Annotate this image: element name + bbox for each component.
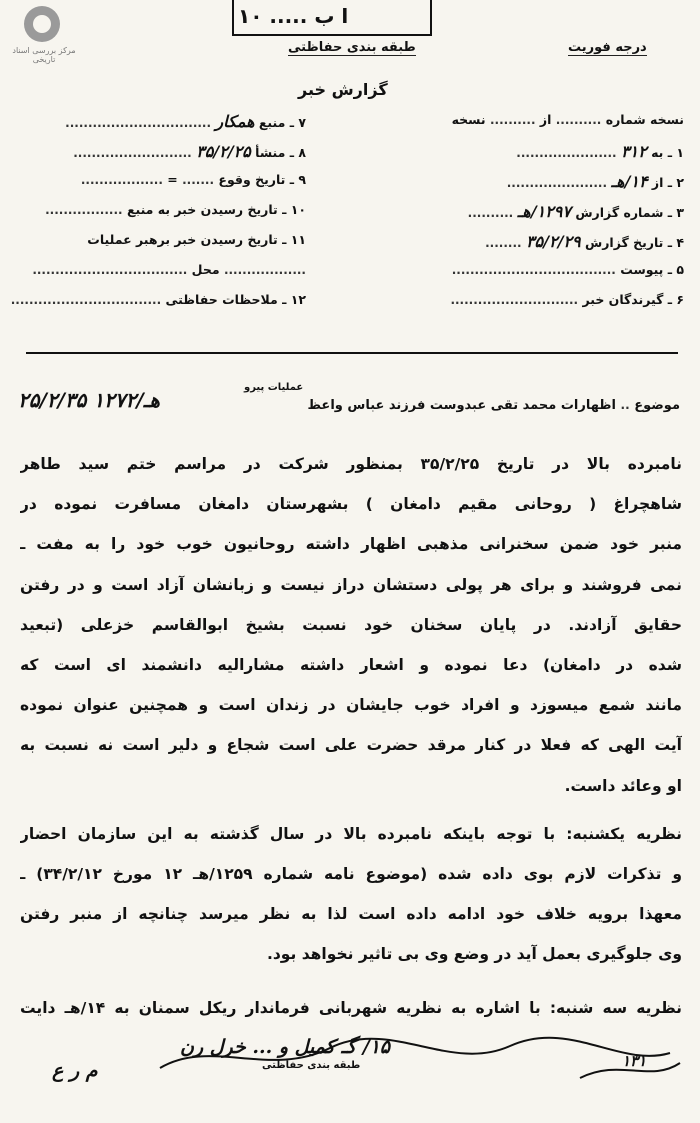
field-4-label: ۴ ـ تاریخ گزارش [584,235,684,250]
subject-annotation: عملیات پیرو [244,382,304,393]
field-1-label: ۱ ـ به [651,145,684,160]
dots: ........ [485,236,522,250]
body-line: شاهچراغ ( روحانی مقیم دامغان ) بشهرستان دامغان مسافرت نموده در [20,495,682,513]
body-line: شده در دامغان) دعا نموده و اشعار داشته مشارالیه دانشمند ای است که [20,656,682,674]
field-4 [485,232,684,251]
field-6-label: ۶ ـ گیرندگان خبر [582,292,684,307]
field-8-label: ۸ ـ منشأ [255,145,306,160]
dots: .......... [555,113,602,127]
dots: ...................... [506,176,608,190]
priority-label: درجه فوریت [568,40,647,55]
field-8 [73,142,306,161]
dots: .................. [80,173,163,187]
archive-logo-icon [24,6,60,42]
report-title: گزارش خبر [298,80,388,99]
body-line: منبر خود ضمن سخنرانی مذهبی اظهار داشته روحانیون خوب خود را به مفت ـ [20,535,682,553]
field-8-value: ۳۵/۲/۲۵ [196,142,251,161]
field-7-value: همکار [215,112,255,131]
footer-classification: طبقه بندی حفاظتی [262,1060,361,1071]
archive-logo [4,6,80,62]
field-10-label: ۱۰ ـ تاریخ رسیدن خبر به منبع [126,202,306,217]
field-5-label: ۵ ـ پیوست [620,262,684,277]
field-5 [452,262,684,277]
field-7 [65,112,306,131]
copy-number-label: نسخه شماره [605,112,684,127]
dots: .......................... [73,146,192,160]
dots: ...................... [516,146,617,160]
dots: ....... [182,173,215,187]
dots: ................................. [10,293,162,307]
opinion-line: نظریه یکشنبه: با توجه باینکه نامبرده بالا در سال گذشته به این سازمان احضار [20,825,682,843]
field-3 [468,202,684,221]
subject-label: موضوع [634,398,680,413]
body-line: نامبرده بالا در تاریخ ۳۵/۲/۲۵ بمنظور شرکت در مراسم ختم سید طاهر [20,455,682,473]
field-10 [45,202,306,217]
top-stamp-text: ا ب ..... ۱۰ [238,4,349,28]
signature-text: ۱۵/ گـ کمیل و ... خرل رن [180,1036,390,1058]
field-6 [450,292,684,307]
field-9 [81,172,306,187]
field-11-label: ۱۱ ـ تاریخ رسیدن خبر برهبر عملیات [87,232,306,247]
dots: .......... [467,206,514,220]
field-1-value: ۳۱۲ [620,142,647,161]
field-11-place-label: محل [191,262,220,277]
dots: .................. [223,263,306,277]
dots: ................. [45,203,123,217]
subject-handwritten-number: ۲۵/۲/۳۵ ۱۲۷۲/هـ [18,388,160,412]
field-9-value: = [167,172,178,187]
section-divider [26,352,678,354]
left-margin-mark: م ر ع [52,1060,98,1082]
dots: ................................ [65,116,212,130]
field-2-value: ۱۴/هـ [611,172,648,191]
copy-number-row [452,112,684,127]
dots: ............................ [450,293,579,307]
opinion-line: وی جلوگیری بعمل آید در وضع وی بی تاثیر نخواهد بود. [266,945,682,963]
dots: .................................... [451,263,616,277]
field-12 [11,292,306,307]
body-line: او وعائد داست. [564,777,682,795]
field-9-label: ۹ ـ تاریخ وقوع [218,172,306,187]
field-7-label: ۷ ـ منبع [258,115,306,130]
opinion-line: و تذکرات لازم بوی داده شده (موضوع نامه شماره ۱۲۵۹/هـ ۱۲ مورخ ۳۴/۲/۱۲) ـ [20,865,682,883]
dots: .......... [489,113,536,127]
dots: .. [620,398,630,412]
opinion-line: معهذا برویه خلاف خود ادامه داده است لذا به نظر میرسد چنانچه از منبر رفتن [20,905,682,923]
field-3-value: ۱۲۹۷/هـ [517,202,571,221]
body-line: مانند شمع میسوزد و افراد خوب جایشان در زندان است و همچنین عنوان نموده [20,696,682,714]
body-line: آیت الهی که فعلا در کنار مرقد حضرت علی است شجاع و دلیر است نه نسبت به [20,736,682,754]
archive-logo-text: مرکز بررسی اسناد تاریخی [12,46,76,64]
opinion-line: نظریه سه شنبه: با اشاره به نظریه شهربانی فرماندار ریکل سمنان به ۱۴/هـ دایت [20,999,682,1017]
dots: .................................. [32,263,188,277]
field-4-value: ۳۵/۲/۲۹ [525,232,581,251]
top-stamp-box [232,0,432,36]
field-2 [507,172,684,191]
field-11 [87,232,306,247]
field-11-place [32,262,306,277]
field-12-label: ۱۲ ـ ملاحظات حفاظتی [165,292,306,307]
copy-number-label-b: نسخه [451,112,486,127]
field-1 [516,142,684,161]
footer-number: ۱۳۱ [622,1052,647,1070]
copy-from-label: از [539,112,552,127]
subject-text: اظهارات محمد تقی عبدوست فرزند عباس واعظ [307,398,617,413]
classification-label: طبقه بندی حفاظتی [288,40,416,55]
subject-line [308,398,680,413]
field-3-label: ۳ ـ شماره گزارش [575,205,684,220]
body-line: نمی فروشند و برای هر پولی دستشان دراز نیست و زبانشان آزاد است و در رفتن [20,576,682,594]
body-line: حقایق آزادند. در پایان سخنان خود نسبت بشیخ ابوالقاسم خزعلی (تبعید [20,616,682,634]
field-2-label: ۲ ـ از [651,175,684,190]
